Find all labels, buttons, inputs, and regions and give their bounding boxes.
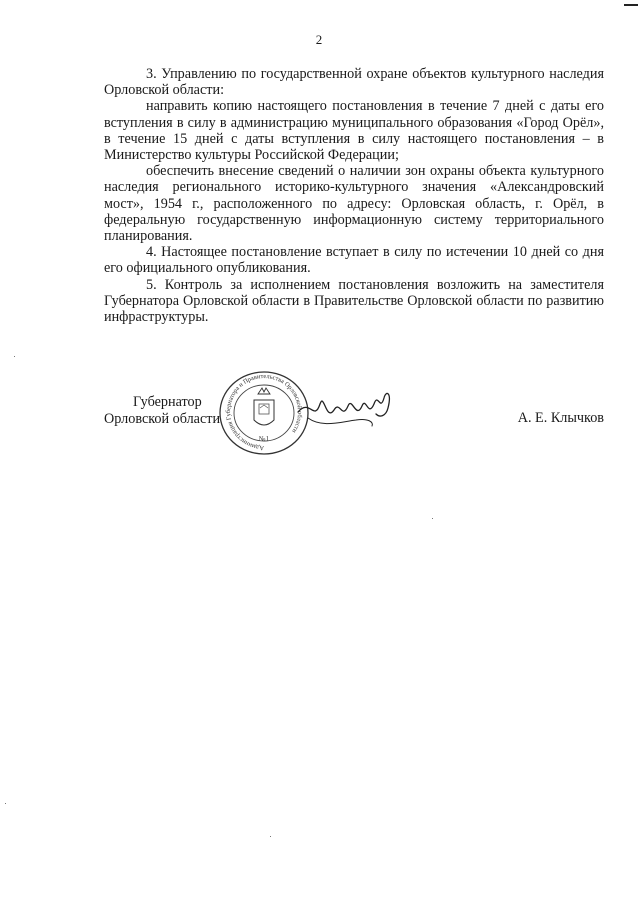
paragraph-send-copy: направить копию настоящего постановления в течение 7 дней с даты его вступления в силу в администрацию муниципального образования «Город Орёл», в течение 15 дней с даты вступления в силу настоящего постановления – в Министерство культуры Российской Федерации; [104, 98, 604, 164]
paragraph-ensure-data: обеспечить внесение сведений о наличии зон охраны объекта культурного наследия регионального историко-культурного значения «Александровский мост», 1954 г., расположенного по адресу: Орловская область, г. Орёл, в федеральную государственную информационную систему территориального планирования. [104, 163, 604, 245]
scan-speck [14, 356, 15, 357]
document-body [104, 66, 604, 325]
page-number: 2 [315, 32, 323, 47]
signature-block [0, 370, 638, 460]
signer-title [104, 394, 220, 428]
seal-ring-text: Администрация Губернатора и Правительства Орловской области [225, 372, 304, 452]
scan-speck [432, 518, 433, 519]
paragraph-item-5: 5. Контроль за исполнением постановления возложить на заместителя Губернатора Орловской области в Правительстве Орловской области по развитию инфраструктуры. [104, 276, 604, 326]
signer-name: А. Е. Клычков [517, 410, 604, 426]
scan-corner-mark [624, 4, 638, 6]
signer-title-line1: Губернатор [133, 394, 202, 410]
handwritten-signature [296, 382, 406, 432]
seal-number: №1 [258, 435, 270, 443]
paragraph-item-3: 3. Управлению по государственной охране объектов культурного наследия Орловской области: [104, 66, 604, 99]
signer-title-line2: Орловской области [104, 411, 221, 427]
paragraph-item-4: 4. Настоящее постановление вступает в силу по истечении 10 дней со дня его официального опубликования. [104, 244, 604, 277]
scan-speck [270, 836, 271, 837]
scan-speck [5, 803, 6, 804]
